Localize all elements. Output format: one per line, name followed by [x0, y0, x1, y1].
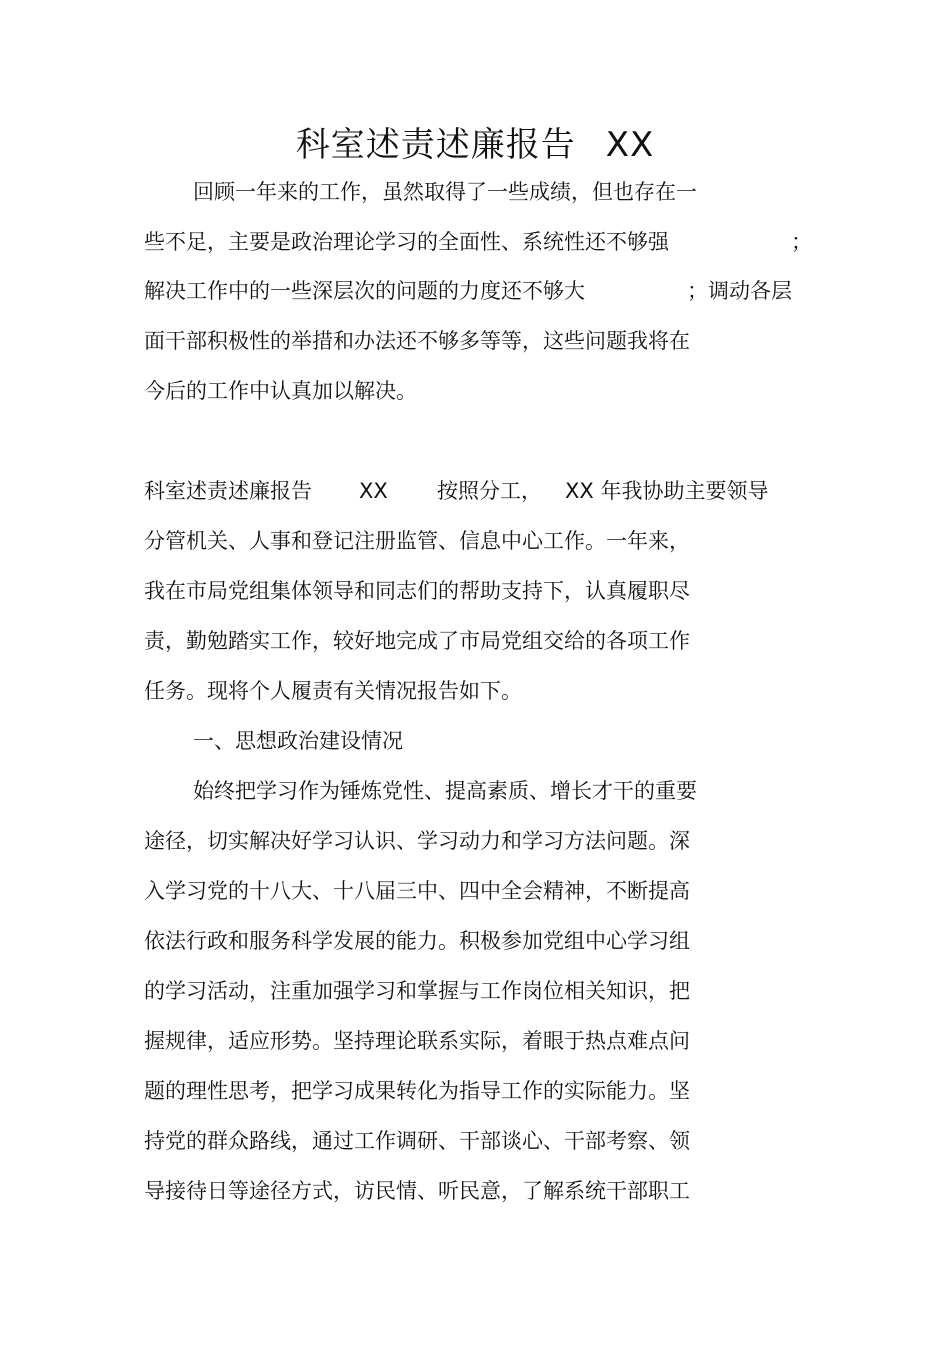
title-text: 科室述责述廉报告: [295, 125, 576, 165]
body2-line-3: 入学习党的十八大、十八届三中、四中全会精神，不断提高: [144, 879, 690, 903]
body2-line-7: 题的理性思考，把学习成果转化为指导工作的实际能力。坚: [144, 1079, 690, 1103]
heading-1: 一、思想政治建设情况: [193, 729, 403, 753]
body2-line-5: 的学习活动，注重加强学习和掌握与工作岗位相关知识，把: [144, 979, 690, 1003]
body1-line-3: 责，勤勉踏实工作，较好地完成了市局党组交给的各项工作: [144, 629, 690, 653]
section-head-title: 科室述责述廉报告: [144, 479, 312, 503]
intro-line-2: 些不足，主要是政治理论学习的全面性、系统性还不够强 ；: [144, 227, 669, 257]
section-head-text-b: XX 年我协助主要领导: [565, 479, 769, 503]
intro-line-3: 解决工作中的一些深层次的问题的力度还不够大 ；调动各层: [144, 276, 585, 306]
body1-line-1: 分管机关、人事和登记注册监管、信息中心工作。一年来，: [144, 529, 690, 553]
body2-line-6: 握规律，适应形势。坚持理论联系实际，着眼于热点难点问: [144, 1029, 690, 1053]
section-head-text-a: 按照分工，: [437, 479, 542, 503]
body2-line-2: 途径，切实解决好学习认识、学习动力和学习方法问题。深: [144, 829, 690, 853]
intro-line-1: 回顾一年来的工作，虽然取得了一些成绩，但也存在一: [193, 180, 697, 204]
title-suffix: XX: [605, 125, 655, 165]
intro-line-2-tail: ；: [791, 230, 812, 254]
intro-line-4: 面干部积极性的举措和办法还不够多等等，这些问题我将在: [144, 329, 690, 353]
document-title: [0, 122, 950, 168]
intro-line-3-tail: ；调动各层: [687, 279, 792, 303]
body1-line-2: 我在市局党组集体领导和同志们的帮助支持下，认真履职尽: [144, 579, 690, 603]
body2-line-9: 导接待日等途径方式，访民情、听民意，了解系统干部职工: [144, 1179, 690, 1203]
body1-line-4: 任务。现将个人履责有关情况报告如下。: [144, 679, 522, 703]
section-head-suffix: XX: [359, 479, 388, 503]
body2-line-8: 持党的群众路线，通过工作调研、干部谈心、干部考察、领: [144, 1129, 690, 1153]
body2-line-4: 依法行政和服务科学发展的能力。积极参加党组中心学习组: [144, 929, 690, 953]
body2-line-1: 始终把学习作为锤炼党性、提高素质、增长才干的重要: [193, 779, 697, 803]
intro-line-5: 今后的工作中认真加以解决。: [144, 379, 417, 403]
